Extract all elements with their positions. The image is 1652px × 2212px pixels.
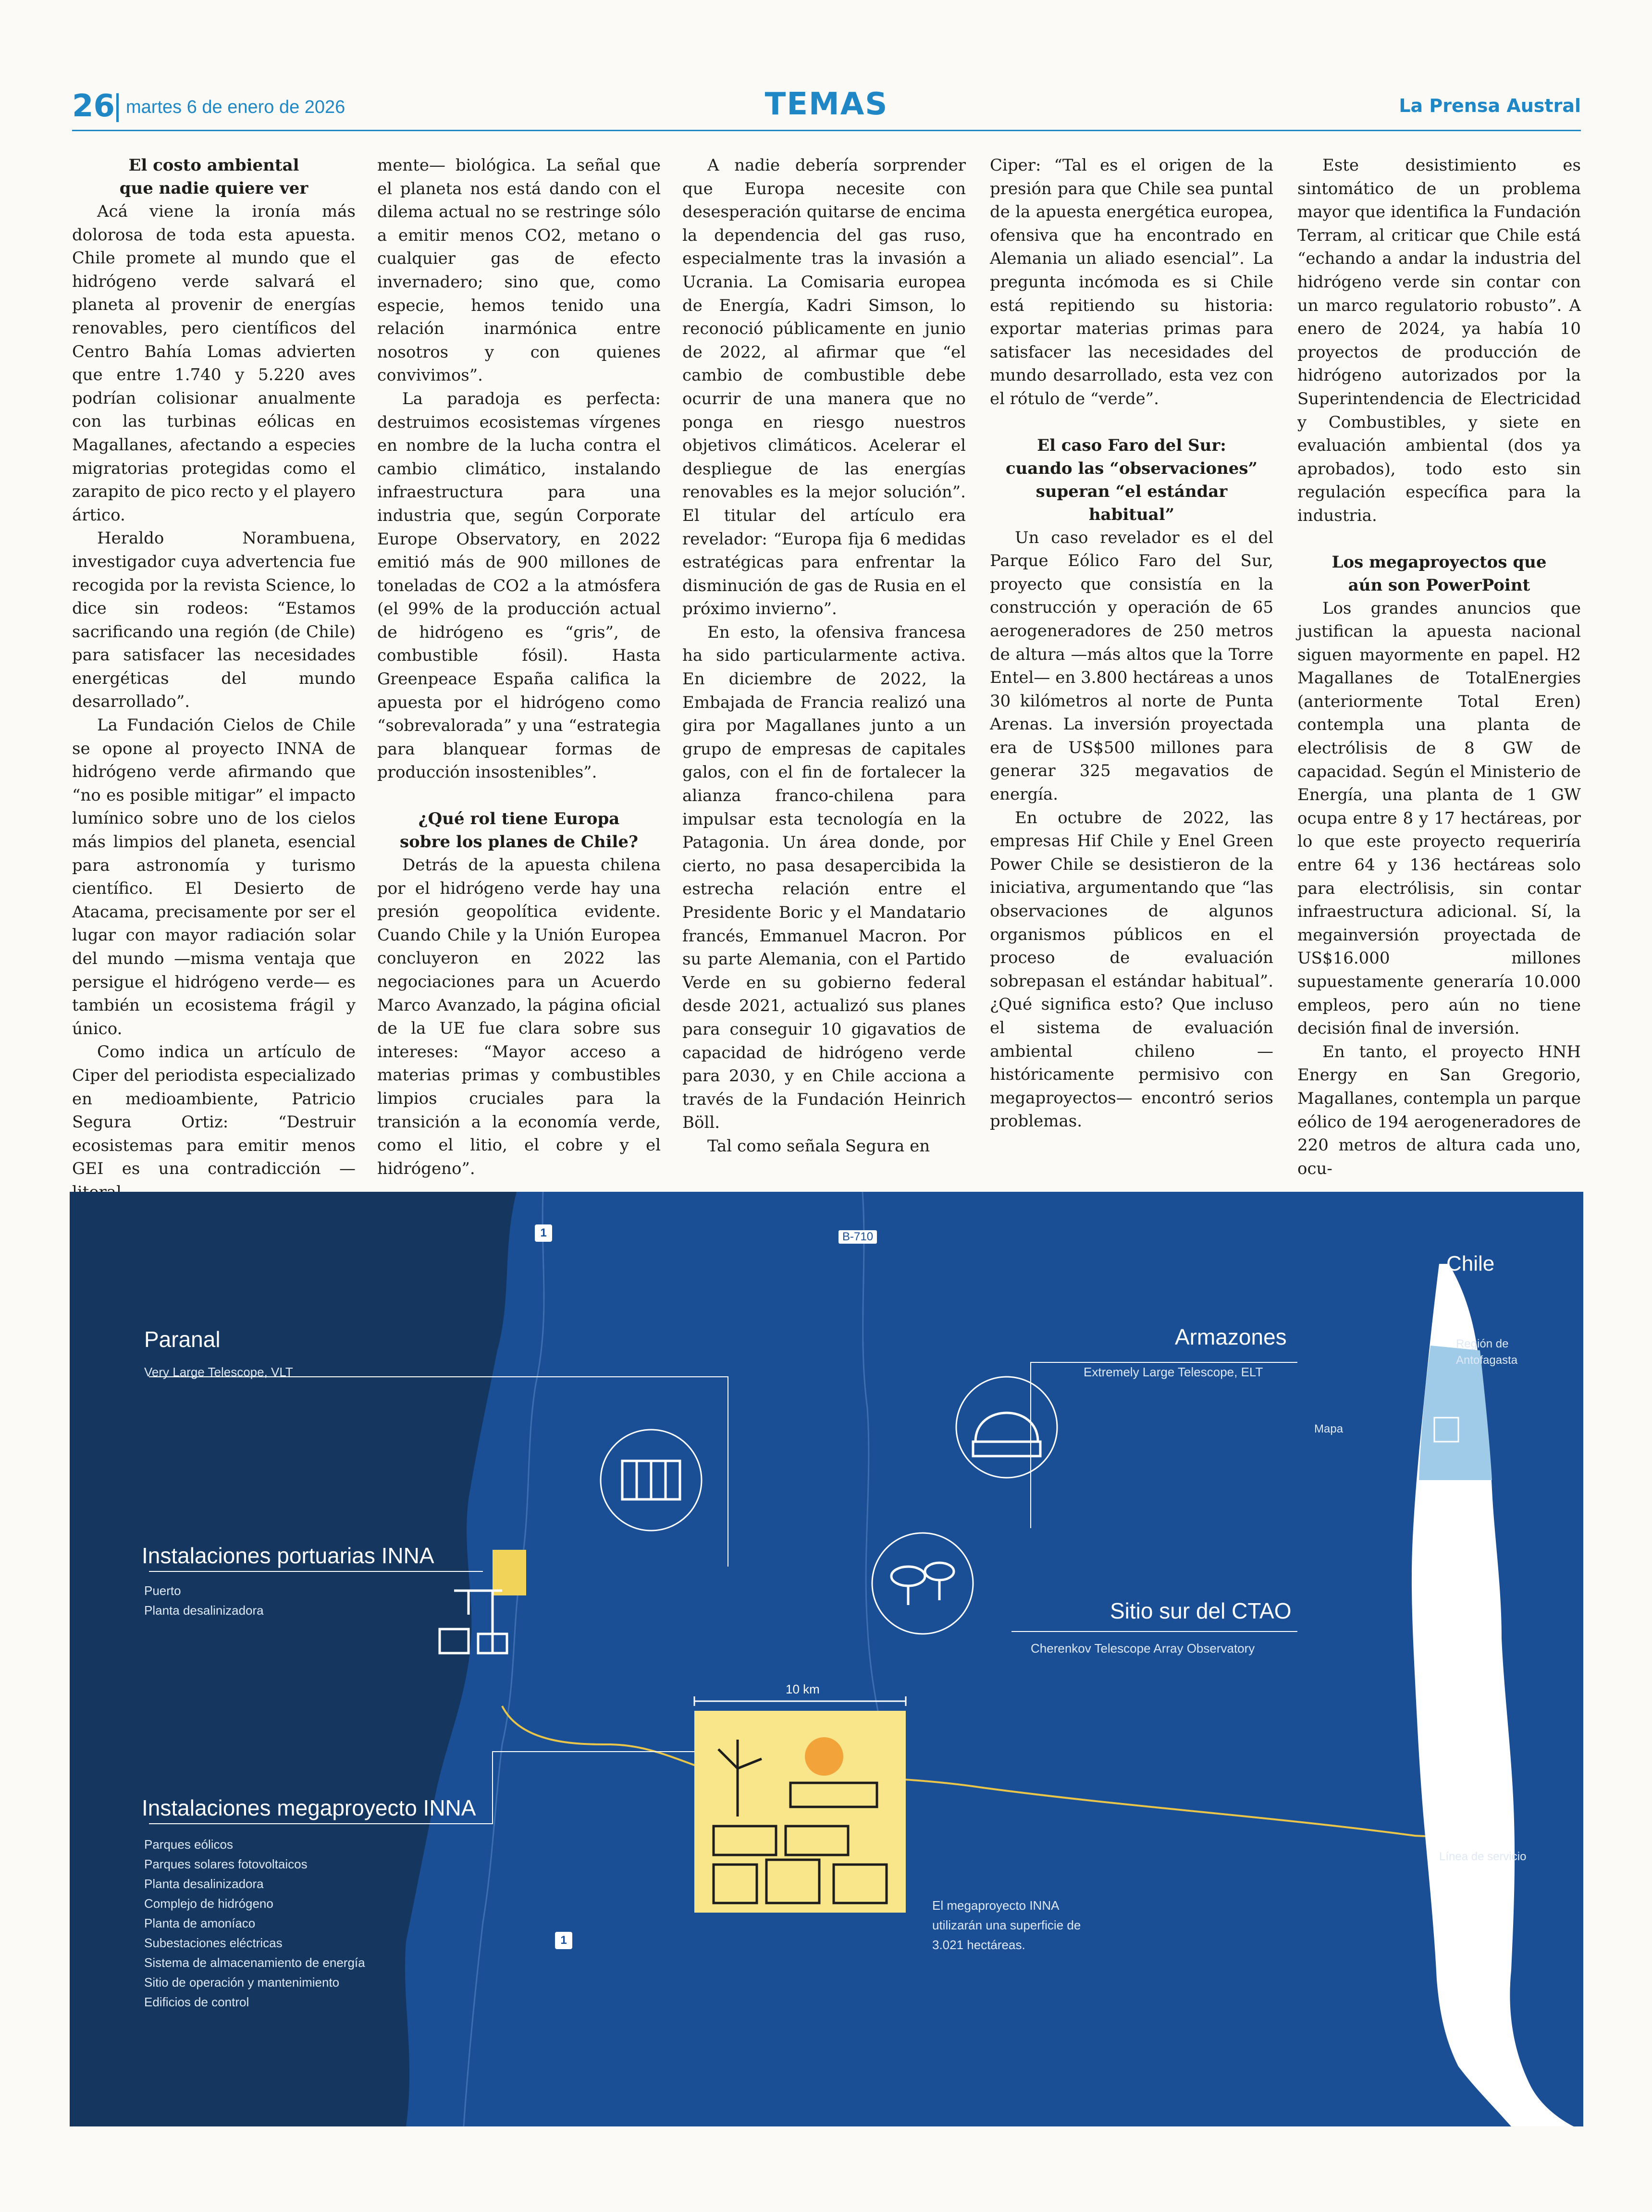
surface-note-line: utilizarán una superficie de: [932, 1918, 1081, 1932]
scale-label: 10 km: [786, 1682, 820, 1696]
paragraph: Los grandes anuncios que justifican la apuesta nacional siguen mayormente en papel. H2 Magallanes de TotalEnergies (anteriormente Total Eren) contempla una planta de electrólisis de 8 GW de capacidad. Según el Ministerio de Energía, una planta de 1 GW ocupa entre 8 y 17 hectáreas, por lo que este proyecto requeriría entre 64 y 136 hectáreas solo para electrólisis, sin contar infraestructura adicional. Sí, la megainversión proyectada de US$16.000 millones supuestamente generaría 10.000 empleos, pero aún no tiene decisión final de inversión.: [1297, 598, 1581, 1038]
paragraph: Acá viene la ironía más dolorosa de toda esta apuesta. Chile promete al mundo que el hidrógeno verde salvará el planeta al provenir de energías renovables, pero científicos del Centro Bahía Lomas advierten que entre 1.740 y 5.220 aves podrían colisionar anualmente con las turbinas eólicas en Magallanes, afectando a especies migratorias protegidas como el zarapito de pico recto y el playero ártico.: [72, 202, 356, 525]
route-1-shield: 1: [535, 1224, 552, 1242]
paragraph: Tal como señala Segura en: [707, 1136, 930, 1156]
paragraph: Ciper: “Tal es el origen de la presión para que Chile sea puntal de la apuesta energética europea, ofensiva que ha encontrado en Alemania un aliado esencial”. La pregunta incómoda es si Chile está repitiendo su historia: exportar materias primas para satisfacer las necesidades del mundo desarrollado, esta vez con el rótulo de “verde”.: [990, 156, 1273, 408]
surface-note-line: 3.021 hectáreas.: [932, 1938, 1025, 1952]
highway-b710: [863, 1192, 887, 1749]
surface-note-line: El megaproyecto INNA: [932, 1898, 1060, 1913]
subheading-europa: ¿Qué rol tiene Europa sobre los planes de Chile?: [399, 809, 638, 852]
paragraph: Un caso revelador es el del Parque Eólico Faro del Sur, proyecto que consistía en la construcción y operación de 65 aerogeneradores de 250 metros de altura —más altos que la Torre Entel— en 3.800 hectáreas a unos 30 kilómetros al norte de Punta Arenas. La inversión proyectada era de US$500 millones para generar 325 megavatios de energía.: [990, 528, 1273, 804]
article-column-4: [990, 154, 1273, 1182]
map-locator-label: Mapa: [1314, 1422, 1344, 1435]
armazones-subtitle: Extremely Large Telescope, ELT: [1084, 1365, 1263, 1379]
subheading-costo-ambiental: El costo ambiental que nadie quiere ver: [119, 156, 308, 198]
mega-item: Sitio de operación y mantenimiento: [144, 1975, 340, 1990]
paranal-subtitle: Very Large Telescope, VLT: [144, 1365, 293, 1379]
port-title: Instalaciones portuarias INNA: [142, 1543, 434, 1568]
paragraph: En tanto, el proyecto HNH Energy en San Gregorio, Magallanes, contempla un parque eólico de 194 aerogeneradores de 220 metros de altura cada uno, ocu-: [1297, 1042, 1581, 1178]
paragraph: En octubre de 2022, las empresas Hif Chile y Enel Green Power Chile se desistieron de la iniciativa, argumentando que “las observaciones de algunos organismos públicos en el proceso de evaluación sobrepasan el estándar habitual”. ¿Qué significa esto? Que incluso el sistema de evaluación ambiental chileno —históricamente permisivo con megaproyectos— encontró serios problemas.: [990, 808, 1273, 1131]
mega-item: Edificios de control: [144, 1995, 249, 2009]
paranal-telescope-icon: [622, 1461, 680, 1499]
leader-armazones: [1031, 1362, 1297, 1528]
ctao-title: Sitio sur del CTAO: [1110, 1598, 1292, 1623]
subheading-faro-del-sur: El caso Faro del Sur: cuando las “observaciones” superan “el estándar habitual”: [1005, 435, 1258, 524]
page-date: martes 6 de enero de 2026: [126, 97, 345, 117]
article-column-1: [72, 154, 356, 1182]
infographic-map: [70, 1192, 1583, 2126]
ctao-dish-icon: [891, 1563, 954, 1605]
port-items: [144, 1581, 264, 1620]
region-label-line: Antofagasta: [1456, 1354, 1518, 1367]
port-item: Puerto: [144, 1583, 181, 1598]
section-title: TEMAS: [764, 87, 888, 122]
port-marker: [493, 1550, 526, 1595]
paragraph: Como indica un artículo de Ciper del periodista especializado en medioambiente, Patricio Segura Ortiz: “Destruir ecosistemas para emitir menos GEI es una contradicción —: [72, 1042, 356, 1179]
country-label: Chile: [1446, 1252, 1495, 1275]
ctao-subtitle: Cherenkov Telescope Array Observatory: [1031, 1641, 1255, 1656]
paragraph: mente— biológica. La señal que el planeta nos está dando con el dilema actual no se restringe sólo a emitir menos CO2, metano o cualquier gas de efecto invernadero; sino que, como especie, hemos tenido una relación inarmónica entre nosotros y con quienes convivimos”.: [377, 156, 661, 385]
region-label-line: Región de: [1456, 1337, 1509, 1350]
paranal-title: Paranal: [144, 1327, 221, 1352]
mega-item: Sistema de almacenamiento de energía: [144, 1955, 365, 1970]
paragraph: Este desistimiento es sintomático de un problema mayor que identifica la Fundación Terram, al criticar que Chile está “echando a andar la industria del hidrógeno verde sin contar con un marco regulatorio robusto”. A enero de 2024, ya había 10 proyectos de producción de hidrógeno autorizados por la Superintendencia de Electricidad y Combustibles, y siete en evaluación ambiental (dos ya aprobados), todo esto sin regulación específica para la industria.: [1297, 156, 1581, 525]
mega-box: [694, 1711, 906, 1913]
armazones-icon: [956, 1377, 1057, 1478]
service-line: [502, 1706, 1511, 1837]
mega-item: Subestaciones eléctricas: [144, 1936, 283, 1950]
paragraph: A nadie debería sorprender que Europa necesite con desesperación quitarse de encima la dependencia del gas ruso, especialmente tras la invasión a Ucrania. La Comisaria europea de Energía, Kadri Simson, lo reconoció públicamente en junio de 2022, al afirmar que “el cambio de combustible debe ocurrir de una manera que no ponga en riesgo nuestros objetivos climáticos. Acelerar el despliegue de las energías renovables es la mejor solución”. El titular del artículo era revelador: “Europa fija 6 medidas estratégicas para enfrentar la disminución de gas de Rusia en el próximo invierno”.: [682, 156, 966, 619]
page-number: 26: [72, 88, 115, 124]
route-b710-shield: B-710: [838, 1230, 877, 1244]
mega-item: Planta desalinizadora: [144, 1877, 264, 1891]
header-rule: [72, 130, 1581, 131]
armazones-title: Armazones: [1175, 1324, 1287, 1349]
paragraph: Heraldo Norambuena, investigador cuya advertencia fue recogida por la revista Science, lo dice sin rodeos: “Estamos sacrificando una región (de Chile) para satisfacer las necesidades energéticas del mundo desarrollado”.: [72, 529, 356, 712]
mega-title: Instalaciones megaproyecto INNA: [142, 1795, 476, 1820]
page-header: [72, 87, 1581, 130]
mega-item: Parques solares fotovoltaicos: [144, 1857, 308, 1871]
port-item: Planta desalinizadora: [144, 1603, 264, 1618]
surface-note: [932, 1896, 1081, 1955]
paragraph: La Fundación Cielos de Chile se opone al proyecto INNA de hidrógeno verde afirmando que “no es posible mitigar” el impacto lumínico sobre uno de los cielos más limpios del planeta, esencial para astronomía y turismo científico. El Desierto de Atacama, precisamente por ser el lugar con mayor radiación solar del mundo —misma ventaja que persigue el hidrógeno verde— es también un ecosistema frágil y único.: [72, 716, 356, 1038]
article-column-2: [377, 154, 661, 1182]
subheading-megaproyectos: Los megaproyectos que aún son PowerPoint: [1331, 552, 1547, 595]
article-column-5: [1297, 154, 1581, 1182]
mega-item: Parques eólicos: [144, 1837, 233, 1852]
paragraph: La paradoja es perfecta: destruimos ecosistemas vírgenes en nombre de la lucha contra el cambio climático, instalando infraestructura para una industria que, según Corporate Europe Observatory, en 2022 emitió más de 900 millones de toneladas de CO2 a la atmósfera (el 99% de la producción actual de hidrógeno es “gris”, de combustible fósil). Hasta Greenpeace España califica la apuesta por el hidrógeno como “sobrevalorada” y una “estrategia para blanquear formas de producción insostenibles”.: [377, 389, 661, 782]
route-1-shield-bottom: 1: [555, 1932, 572, 1949]
ctao-icon: [872, 1533, 973, 1634]
region-label: [1456, 1336, 1517, 1369]
mega-items: [144, 1835, 365, 2012]
paragraph: Detrás de la apuesta chilena por el hidrógeno verde hay una presión geopolítica evidente. Cuando Chile y la Unión Europea concluyeron en 2022 las negociaciones para un Acuerdo Marco Avanzado, la página oficial de la UE fue clara sobre sus intereses: “Mayor acceso a materias primas y combustibles limpios cruciales para la transición a la economía verde, como el litio, el cobre y el hidrógeno”.: [377, 855, 661, 1178]
newspaper-name: La Prensa Austral: [1399, 95, 1581, 116]
service-line-label: Línea de servicio: [1439, 1850, 1527, 1863]
mega-item: Planta de amoníaco: [144, 1916, 256, 1930]
article-column-3: [682, 154, 966, 1182]
paragraph: En esto, la ofensiva francesa ha sido particularmente activa. En diciembre de 2022, la Embajada de Francia realizó una gira por Magallanes junto a un grupo de empresas de capitales galos, con el fin de fortalecer la alianza franco-chilena para impulsar esta tecnología en la Patagonia. Un área donde, por cierto, no pasa desapercibida la estrecha relación entre el Presidente Boric y el Mandatario francés, Emmanuel Macron. Por su parte Alemania, con el Partido Verde en su gobierno federal desde 2021, actualizó sus planes para conseguir 10 gigavatios de capacidad de hidrógeno verde para 2030, y en Chile acciona a través de la Fundación Heinrich Böll.: [682, 622, 966, 1133]
mega-item: Complejo de hidrógeno: [144, 1896, 273, 1911]
